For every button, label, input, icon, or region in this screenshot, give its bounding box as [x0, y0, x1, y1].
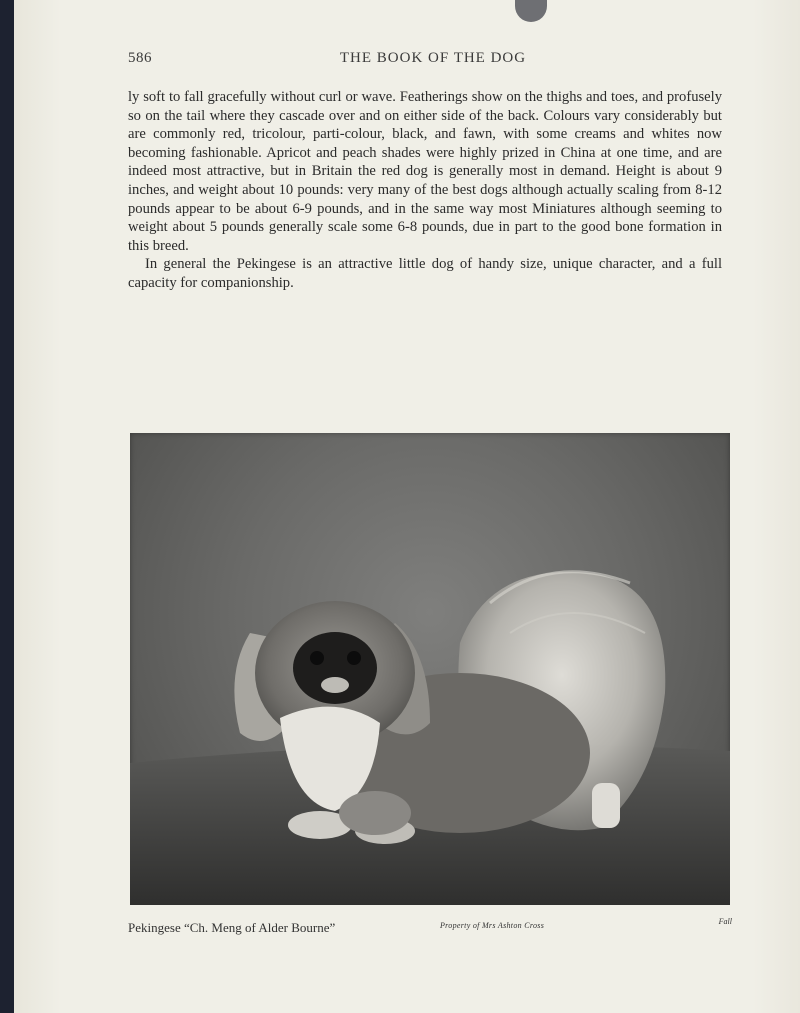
paragraph: ly soft to fall gracefully without curl or wave. Featherings show on the thighs and toes, and profusely so on the tail where they cascade over and on either side of the back. Colours vary considerably but are commonly red, tricolour, parti-colour, black, and fawn, with some creams and whites now becoming fashionable. Apricot and peach shades were highly prized in China at one time, and are indeed most attractive, but in Britain the red dog is generally most in demand. Height is about 9 inches, and weight about 10 pounds: very many of the best dogs although actually scaling from 8-12 pounds appear to be about 6-9 pounds, and in the same way most Miniatures although seeming to weight about 5 pounds generally scale some 6-8 pounds, due in part to the good bone formation in this breed. — [128, 89, 722, 254]
body-text — [128, 88, 722, 293]
pekingese-dog-image — [130, 433, 730, 905]
book-page — [14, 0, 800, 1013]
paragraph: In general the Pekingese is an attractive little dog of handy size, unique character, and a full capacity for companionship. — [128, 256, 722, 291]
running-head — [128, 50, 738, 72]
book-title: THE BOOK OF THE DOG — [339, 50, 527, 66]
punch-hole — [515, 0, 547, 22]
page-number: 586 — [128, 50, 152, 66]
caption-title: Pekingese “Ch. Meng of Alder Bourne” — [128, 920, 336, 935]
dog-photograph — [130, 433, 730, 905]
caption-photographer: Fall — [718, 917, 732, 926]
caption-credit: Property of Mrs Ashton Cross — [440, 921, 545, 930]
caption-row — [128, 917, 732, 937]
